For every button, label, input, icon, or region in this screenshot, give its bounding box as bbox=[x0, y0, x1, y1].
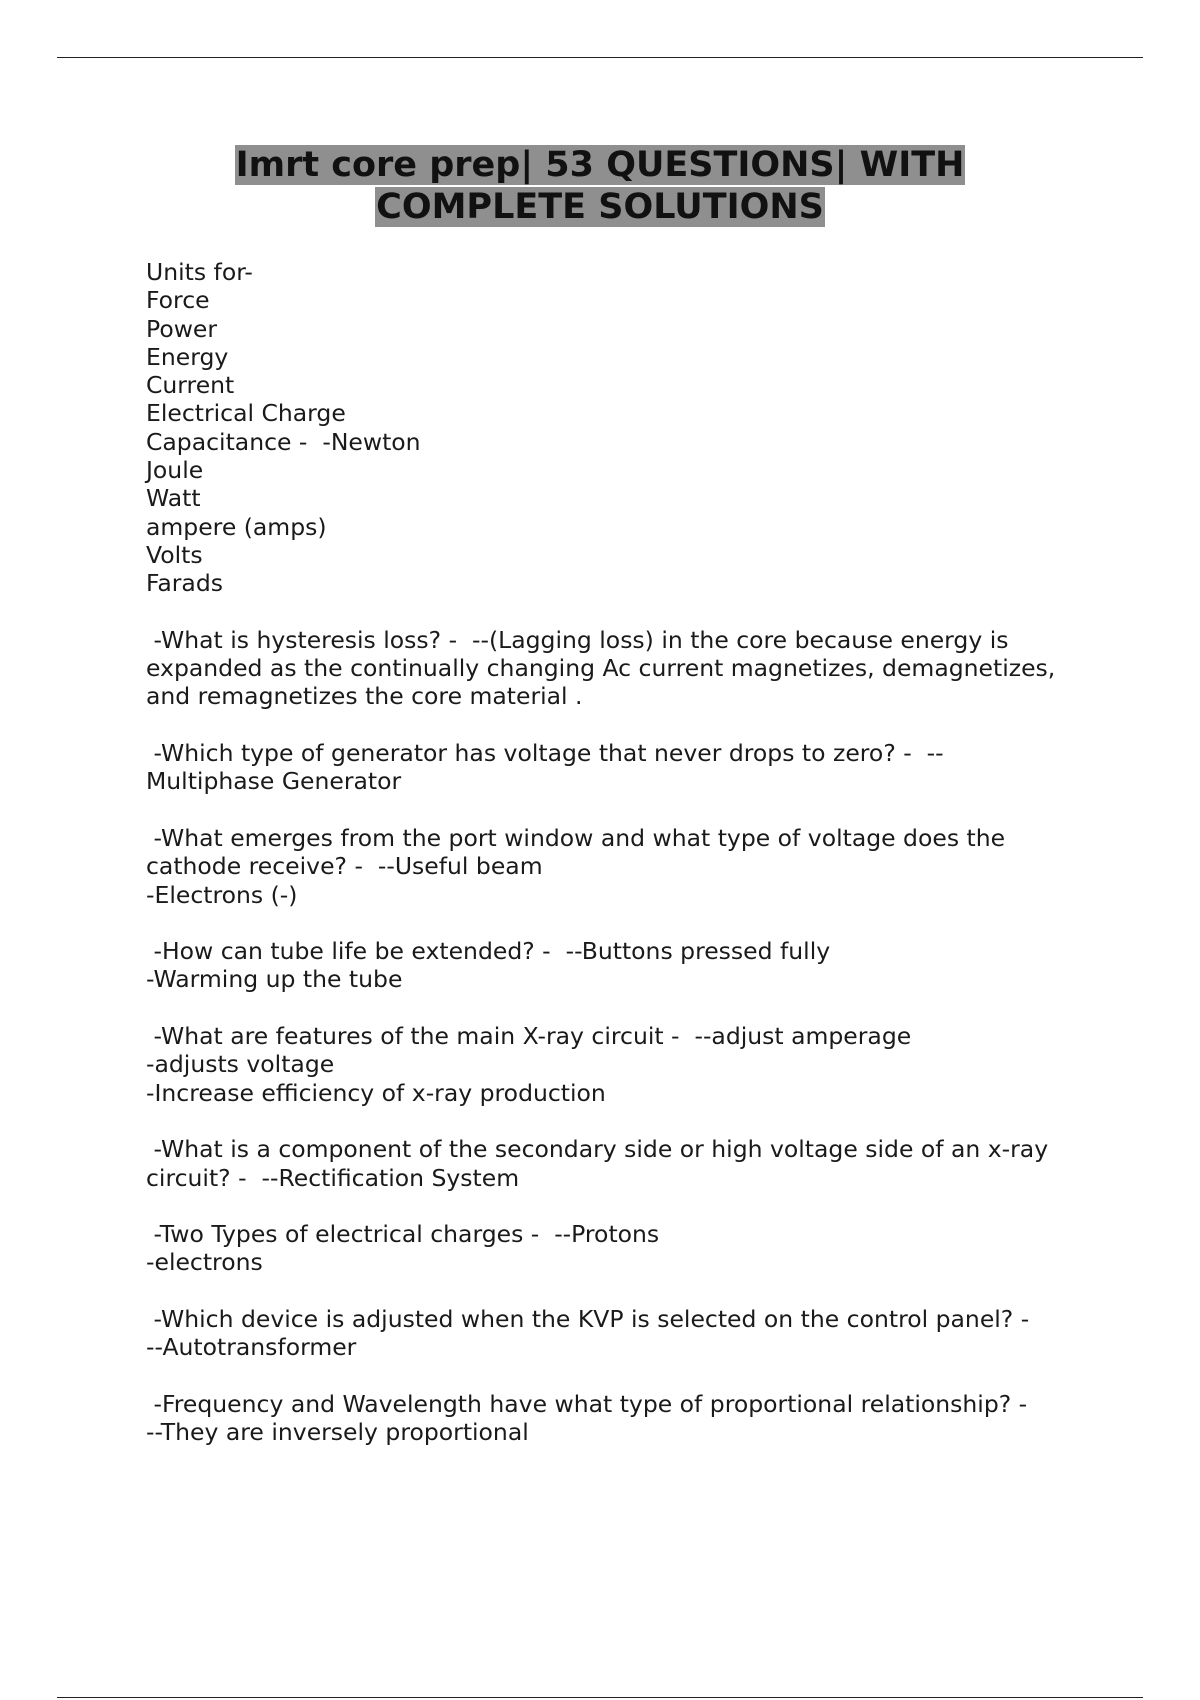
text-line: -Which device is adjusted when the KVP is selected on the control panel? - bbox=[146, 1304, 1030, 1333]
text-line: Capacitance - -Newton bbox=[146, 427, 421, 456]
text-line: --They are inversely proportional bbox=[146, 1418, 529, 1447]
text-line: -Which type of generator has voltage that never drops to zero? - -- bbox=[146, 739, 944, 768]
text-line: cathode receive? - --Useful beam bbox=[146, 852, 543, 881]
header-rule bbox=[57, 57, 1143, 58]
text-line: --Autotransformer bbox=[146, 1333, 357, 1362]
text-line: Units for- bbox=[146, 258, 253, 286]
qa-block bbox=[146, 937, 1106, 994]
document-title bbox=[0, 144, 1200, 228]
text-line: -Two Types of electrical charges - --Protons bbox=[146, 1220, 660, 1249]
qa-block bbox=[146, 739, 1106, 796]
qa-block bbox=[146, 626, 1106, 711]
text-line: Joule bbox=[146, 456, 204, 485]
text-line: Volts bbox=[146, 540, 203, 569]
document-body bbox=[146, 258, 1106, 1475]
text-line: and remagnetizes the core material . bbox=[146, 682, 583, 711]
text-line: ampere (amps) bbox=[146, 512, 327, 541]
text-line: Electrical Charge bbox=[146, 399, 346, 428]
text-line: Multiphase Generator bbox=[146, 767, 402, 796]
text-line: Watt bbox=[146, 484, 201, 513]
qa-block bbox=[146, 1220, 1106, 1277]
text-line: -What are features of the main X-ray circuit - --adjust amperage bbox=[146, 1022, 912, 1051]
title-line-2: COMPLETE SOLUTIONS bbox=[376, 187, 824, 227]
qa-block bbox=[146, 1022, 1106, 1107]
text-line: -Increase efficiency of x-ray production bbox=[146, 1078, 606, 1107]
text-line: -adjusts voltage bbox=[146, 1050, 335, 1079]
qa-block bbox=[146, 1305, 1106, 1362]
qa-block bbox=[146, 824, 1106, 909]
title-line-1: Imrt core prep| 53 QUESTIONS| WITH bbox=[235, 145, 965, 185]
text-line: -What emerges from the port window and what type of voltage does the bbox=[146, 823, 1006, 852]
footer-rule bbox=[57, 1697, 1143, 1698]
text-line: -What is a component of the secondary side or high voltage side of an x-ray bbox=[146, 1135, 1049, 1164]
text-line: Energy bbox=[146, 342, 229, 371]
text-line: Force bbox=[146, 286, 210, 315]
text-line: -Frequency and Wavelength have what type of proportional relationship? - bbox=[146, 1389, 1028, 1418]
text-line: -What is hysteresis loss? - --(Lagging loss) in the core because energy is bbox=[146, 625, 1009, 654]
qa-block bbox=[146, 1135, 1106, 1192]
text-line: -How can tube life be extended? - --Buttons pressed fully bbox=[146, 937, 831, 966]
text-line: -Warming up the tube bbox=[146, 965, 403, 994]
text-line: expanded as the continually changing Ac current magnetizes, demagnetizes, bbox=[146, 654, 1056, 683]
text-line: Current bbox=[146, 371, 235, 400]
qa-block bbox=[146, 1390, 1106, 1447]
text-line: -Electrons (-) bbox=[146, 880, 298, 909]
text-line: Farads bbox=[146, 569, 223, 598]
units-block bbox=[146, 258, 1106, 598]
text-line: Power bbox=[146, 314, 218, 343]
text-line: circuit? - --Rectification System bbox=[146, 1163, 520, 1192]
text-line: -electrons bbox=[146, 1248, 263, 1277]
